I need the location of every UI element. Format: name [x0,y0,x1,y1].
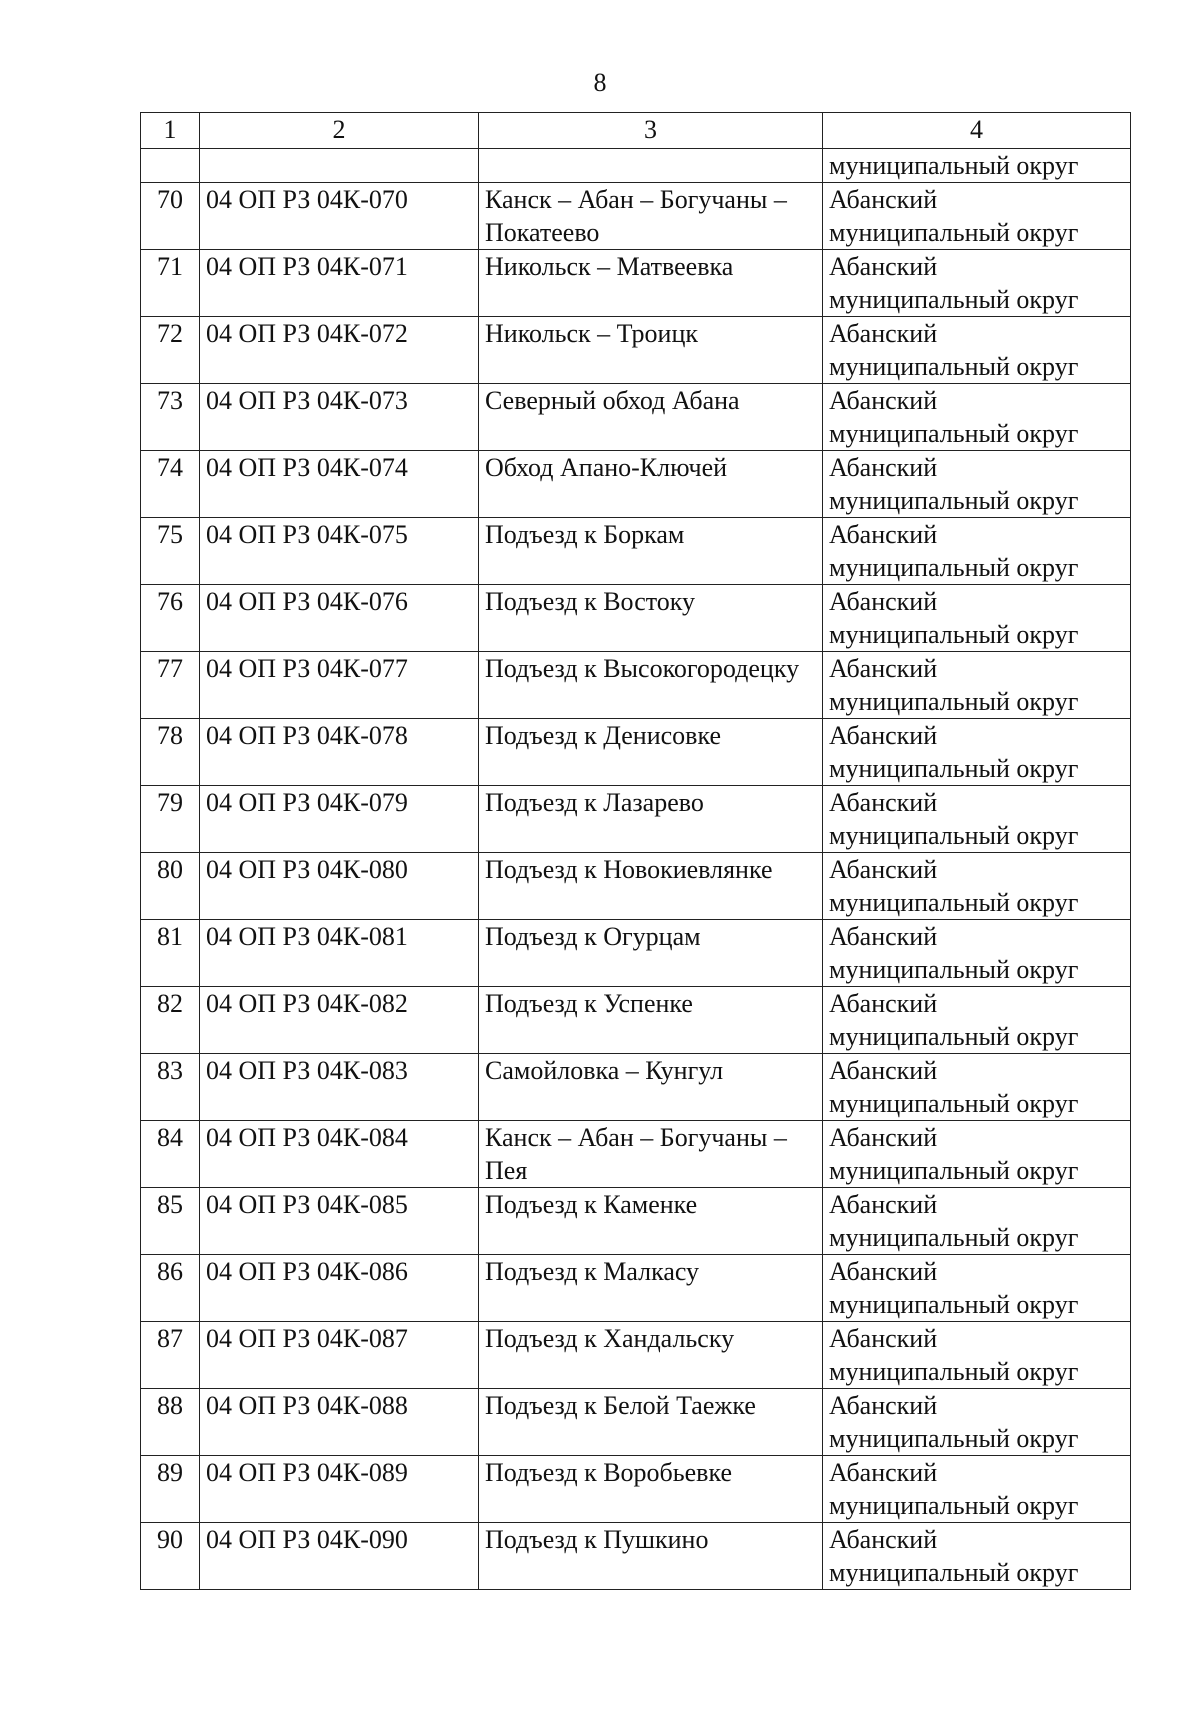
district: муниципальный округ [823,149,1131,183]
row-number: 71 [141,250,200,317]
road-code: 04 ОП РЗ 04К-085 [200,1188,479,1255]
road-code: 04 ОП РЗ 04К-075 [200,518,479,585]
column-header-3: 3 [479,113,823,149]
row-number: 78 [141,719,200,786]
road-code: 04 ОП РЗ 04К-088 [200,1389,479,1456]
road-name: Подъезд к Новокиевлянке [479,853,823,920]
road-name: Подъезд к Каменке [479,1188,823,1255]
roads-table [140,112,1131,1590]
table-row [141,1322,1131,1389]
table-row [141,317,1131,384]
road-code: 04 ОП РЗ 04К-081 [200,920,479,987]
district: Абанский муниципальный округ [823,1456,1131,1523]
district: Абанский муниципальный округ [823,451,1131,518]
road-name: Подъезд к Денисовке [479,719,823,786]
table-row [141,920,1131,987]
row-number: 74 [141,451,200,518]
row-number: 85 [141,1188,200,1255]
district: Абанский муниципальный округ [823,1322,1131,1389]
road-name: Подъезд к Хандальску [479,1322,823,1389]
table-row [141,183,1131,250]
road-code: 04 ОП РЗ 04К-090 [200,1523,479,1590]
road-code: 04 ОП РЗ 04К-070 [200,183,479,250]
district: Абанский муниципальный округ [823,1054,1131,1121]
district: Абанский муниципальный округ [823,585,1131,652]
row-number: 89 [141,1456,200,1523]
row-number: 79 [141,786,200,853]
row-number: 83 [141,1054,200,1121]
table-row [141,250,1131,317]
road-code: 04 ОП РЗ 04К-082 [200,987,479,1054]
row-number: 76 [141,585,200,652]
road-code: 04 ОП РЗ 04К-079 [200,786,479,853]
table-row [141,786,1131,853]
table-body [141,149,1131,1590]
table-row [141,1255,1131,1322]
road-code: 04 ОП РЗ 04К-074 [200,451,479,518]
table-header [141,113,1131,149]
district: Абанский муниципальный округ [823,183,1131,250]
road-name: Самойловка – Кунгул [479,1054,823,1121]
road-name: Никольск – Троицк [479,317,823,384]
table-row [141,987,1131,1054]
road-code: 04 ОП РЗ 04К-073 [200,384,479,451]
table-row [141,585,1131,652]
district: Абанский муниципальный округ [823,987,1131,1054]
table-row [141,1389,1131,1456]
table-row [141,652,1131,719]
road-name: Подъезд к Востоку [479,585,823,652]
district: Абанский муниципальный округ [823,1389,1131,1456]
district: Абанский муниципальный округ [823,384,1131,451]
road-code: 04 ОП РЗ 04К-077 [200,652,479,719]
road-code: 04 ОП РЗ 04К-087 [200,1322,479,1389]
road-name: Канск – Абан – Богучаны – Пея [479,1121,823,1188]
row-number: 87 [141,1322,200,1389]
road-name: Подъезд к Огурцам [479,920,823,987]
road-name: Канск – Абан – Богучаны – Покатеево [479,183,823,250]
row-number: 75 [141,518,200,585]
district: Абанский муниципальный округ [823,652,1131,719]
column-header-1: 1 [141,113,200,149]
row-number: 84 [141,1121,200,1188]
row-number: 72 [141,317,200,384]
row-number: 77 [141,652,200,719]
district: Абанский муниципальный округ [823,1121,1131,1188]
district: Абанский муниципальный округ [823,853,1131,920]
road-name: Подъезд к Пушкино [479,1523,823,1590]
row-number [141,149,200,183]
table-row [141,384,1131,451]
road-name: Подъезд к Малкасу [479,1255,823,1322]
table-row [141,1121,1131,1188]
row-number: 82 [141,987,200,1054]
row-number: 80 [141,853,200,920]
road-code: 04 ОП РЗ 04К-084 [200,1121,479,1188]
page-number: 8 [593,68,607,97]
district: Абанский муниципальный округ [823,518,1131,585]
road-code: 04 ОП РЗ 04К-072 [200,317,479,384]
road-code: 04 ОП РЗ 04К-080 [200,853,479,920]
row-number: 88 [141,1389,200,1456]
road-code: 04 ОП РЗ 04К-071 [200,250,479,317]
table-row [141,1456,1131,1523]
road-name: Обход Апано-Ключей [479,451,823,518]
district: Абанский муниципальный округ [823,250,1131,317]
road-name: Подъезд к Высокогородецку [479,652,823,719]
table-row [141,518,1131,585]
road-name: Северный обход Абана [479,384,823,451]
district: Абанский муниципальный округ [823,1188,1131,1255]
road-name: Подъезд к Белой Таежке [479,1389,823,1456]
table-row [141,853,1131,920]
continuation-row [141,149,1131,183]
table-row [141,719,1131,786]
road-name [479,149,823,183]
district: Абанский муниципальный округ [823,786,1131,853]
table-row [141,1054,1131,1121]
district: Абанский муниципальный округ [823,719,1131,786]
road-name: Никольск – Матвеевка [479,250,823,317]
row-number: 86 [141,1255,200,1322]
road-code: 04 ОП РЗ 04К-076 [200,585,479,652]
road-name: Подъезд к Воробьевке [479,1456,823,1523]
district: Абанский муниципальный округ [823,920,1131,987]
row-number: 81 [141,920,200,987]
road-code: 04 ОП РЗ 04К-083 [200,1054,479,1121]
road-name: Подъезд к Успенке [479,987,823,1054]
row-number: 70 [141,183,200,250]
row-number: 73 [141,384,200,451]
district: Абанский муниципальный округ [823,1523,1131,1590]
road-name: Подъезд к Лазарево [479,786,823,853]
table-row [141,451,1131,518]
header-row [141,113,1131,149]
district: Абанский муниципальный округ [823,317,1131,384]
column-header-2: 2 [200,113,479,149]
road-code [200,149,479,183]
table-row [141,1188,1131,1255]
road-name: Подъезд к Боркам [479,518,823,585]
table-row [141,1523,1131,1590]
district: Абанский муниципальный округ [823,1255,1131,1322]
road-code: 04 ОП РЗ 04К-089 [200,1456,479,1523]
row-number: 90 [141,1523,200,1590]
road-code: 04 ОП РЗ 04К-086 [200,1255,479,1322]
road-code: 04 ОП РЗ 04К-078 [200,719,479,786]
column-header-4: 4 [823,113,1131,149]
